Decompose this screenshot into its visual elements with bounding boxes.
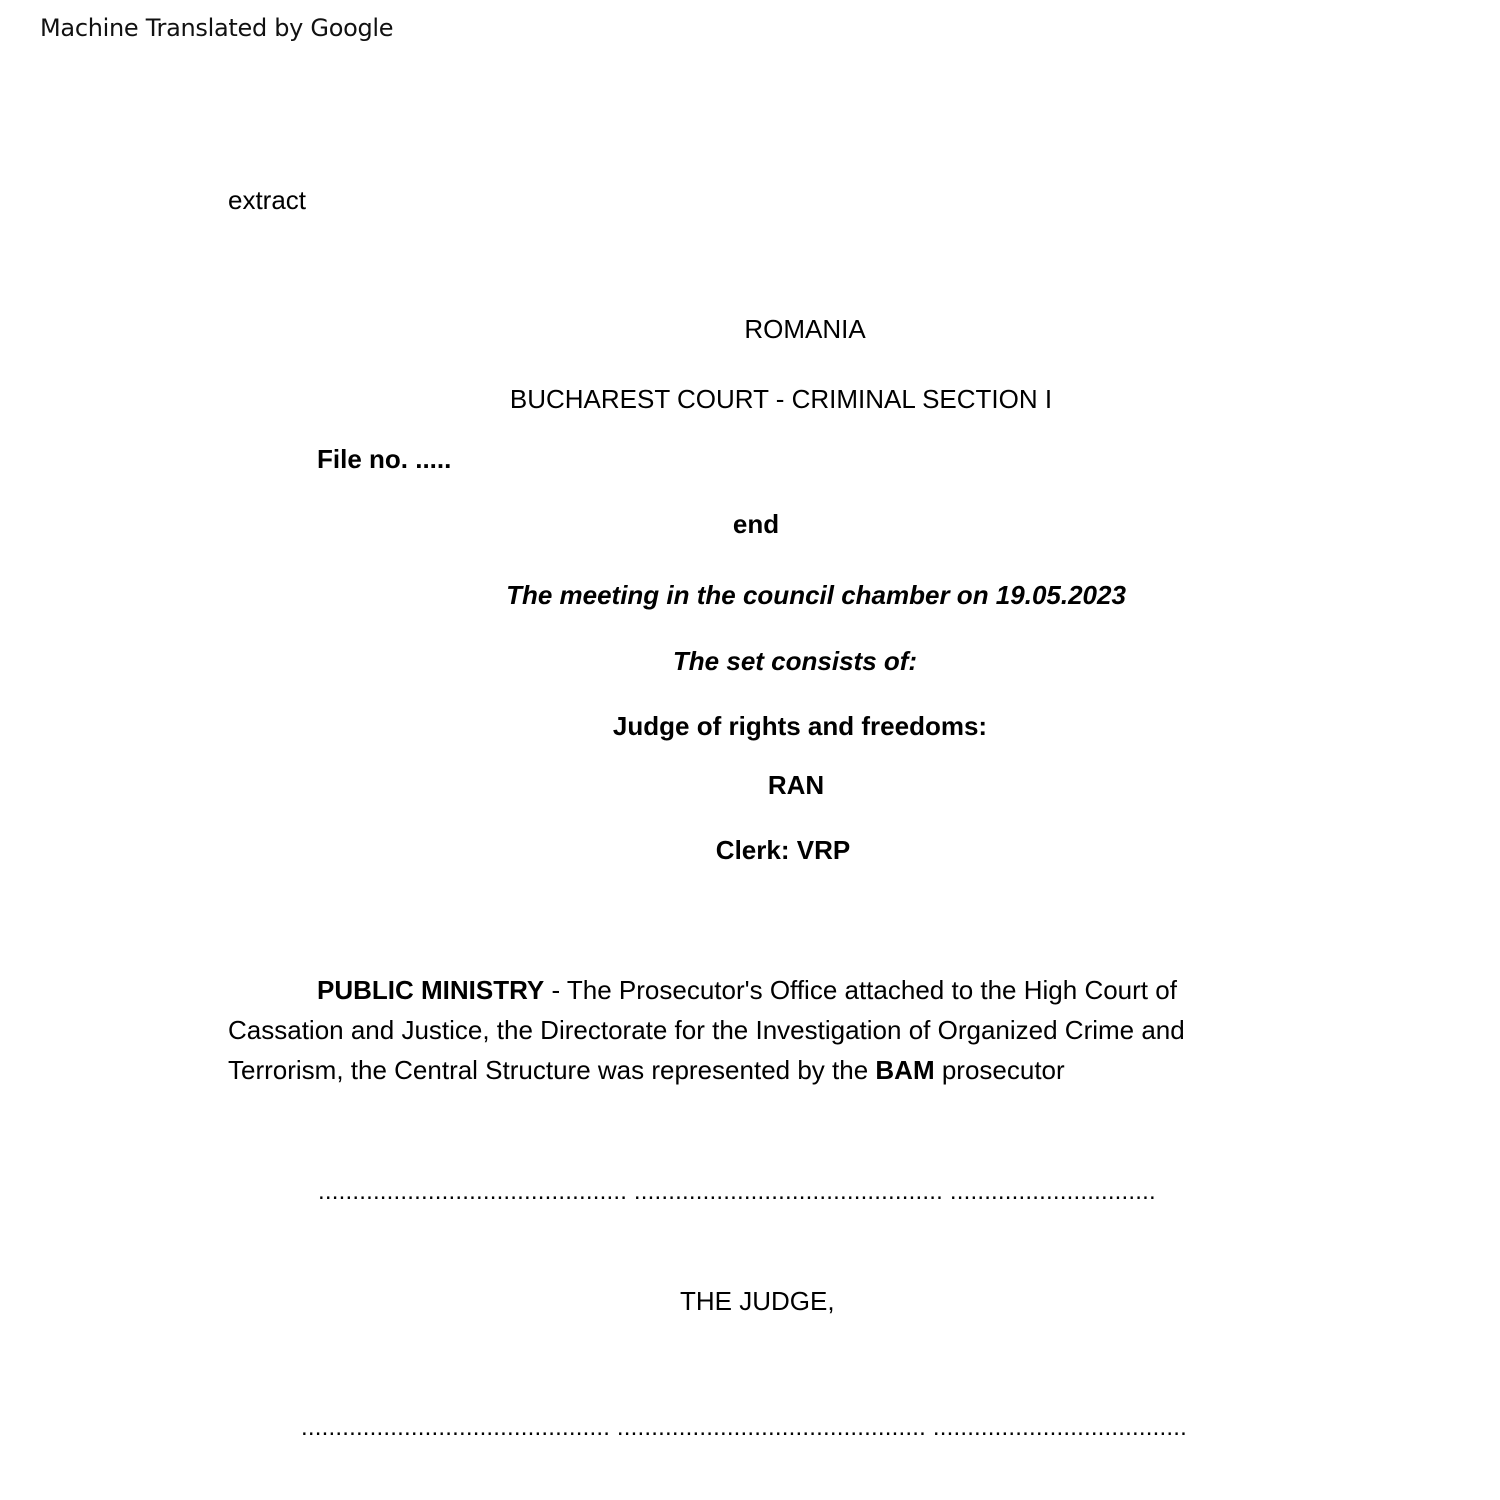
court-heading: BUCHAREST COURT - CRIMINAL SECTION I <box>509 384 1053 414</box>
dotted-separator-2: ............................................. ............................................. ..................................... <box>301 1414 1187 1441</box>
clerk-line: Clerk: VRP <box>715 835 851 865</box>
file-number: File no. ..... <box>317 444 452 474</box>
prosecutor-name: BAM <box>875 1055 935 1085</box>
set-consists-label: The set consists of: <box>672 646 918 676</box>
paragraph-text-1: - The Prosecutor's Office attached to the High Court of Cassation and Justice, the Directorate for the Investigation of Organized Crime and Terrorism, the Central Structure was represented by the <box>228 975 1185 1085</box>
judge-name: RAN <box>767 770 825 800</box>
judge-label: Judge of rights and freedoms: <box>612 711 988 741</box>
paragraph-text-2: prosecutor <box>934 1055 1065 1085</box>
end-label: end <box>732 509 780 539</box>
machine-translation-banner: Machine Translated by Google <box>40 14 394 42</box>
extract-label: extract <box>228 185 307 215</box>
public-ministry-paragraph <box>228 970 1248 1090</box>
meeting-date-line: The meeting in the council chamber on 19.05.2023 <box>506 580 1126 610</box>
public-ministry-lead: PUBLIC MINISTRY <box>317 975 545 1005</box>
the-judge-signature: THE JUDGE, <box>680 1286 835 1316</box>
country-heading: ROMANIA <box>744 314 866 344</box>
dotted-separator-1: ............................................. ............................................. .............................. <box>318 1178 1156 1205</box>
